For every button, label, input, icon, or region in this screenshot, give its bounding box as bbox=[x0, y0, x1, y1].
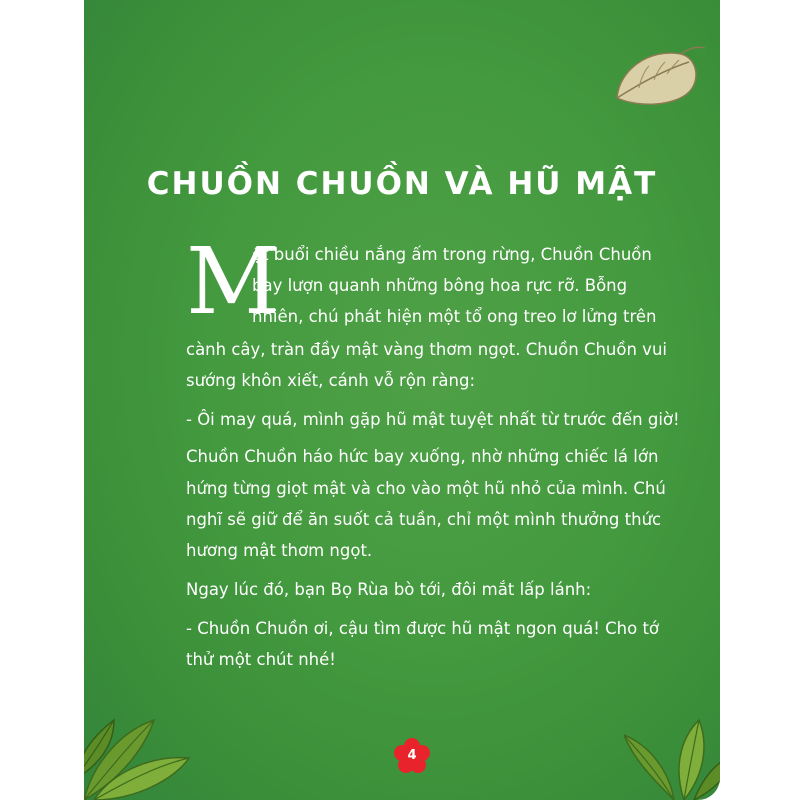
plant-leaves-icon bbox=[84, 660, 214, 800]
page-number-badge bbox=[394, 738, 430, 774]
dialogue-line: - Chuồn Chuồn ơi, cậu tìm được hũ mật ngon quá! Cho tớ bbox=[186, 619, 660, 638]
paragraph-line: Ngay lúc đó, bạn Bọ Rùa bò tới, đôi mắt lấp lánh: bbox=[186, 580, 592, 599]
dialogue-line: thử một chút nhé! bbox=[186, 650, 336, 669]
story-title: CHUỒN CHUỒN VÀ HŨ MẬT bbox=[146, 166, 658, 202]
paragraph-line: hứng từng giọt mật và cho vào một hũ nhỏ của mình. Chú bbox=[186, 479, 666, 498]
dry-leaf-icon bbox=[609, 40, 709, 110]
book-page bbox=[84, 0, 720, 800]
paragraph-line: hương mật thơm ngọt. bbox=[186, 541, 373, 560]
dialogue-line: - Ôi may quá, mình gặp hũ mật tuyệt nhất từ trước đến giờ! bbox=[186, 410, 680, 429]
paragraph-line: cành cây, tràn đầy mật vàng thơm ngọt. Chuồn Chuồn vui bbox=[186, 340, 667, 359]
paragraph-line: sướng khôn xiết, cánh vỗ rộn ràng: bbox=[186, 371, 476, 390]
drop-cap: M bbox=[186, 228, 281, 335]
paragraph-line: nhiên, chú phát hiện một tổ ong treo lơ lửng trên bbox=[252, 307, 657, 326]
page-number: 4 bbox=[407, 748, 417, 763]
paragraph-line: Chuồn Chuồn háo hức bay xuống, nhờ những chiếc lá lớn bbox=[186, 447, 659, 466]
paragraph-line: ột buổi chiều nắng ấm trong rừng, Chuồn Chuồn bbox=[252, 245, 652, 264]
paragraph-line: bay lượn quanh những bông hoa rực rỡ. Bỗng bbox=[252, 276, 628, 295]
plant-leaves-icon bbox=[624, 660, 720, 800]
paragraph-line: nghĩ sẽ giữ để ăn suốt cả tuần, chỉ một mình thưởng thức bbox=[186, 510, 662, 529]
